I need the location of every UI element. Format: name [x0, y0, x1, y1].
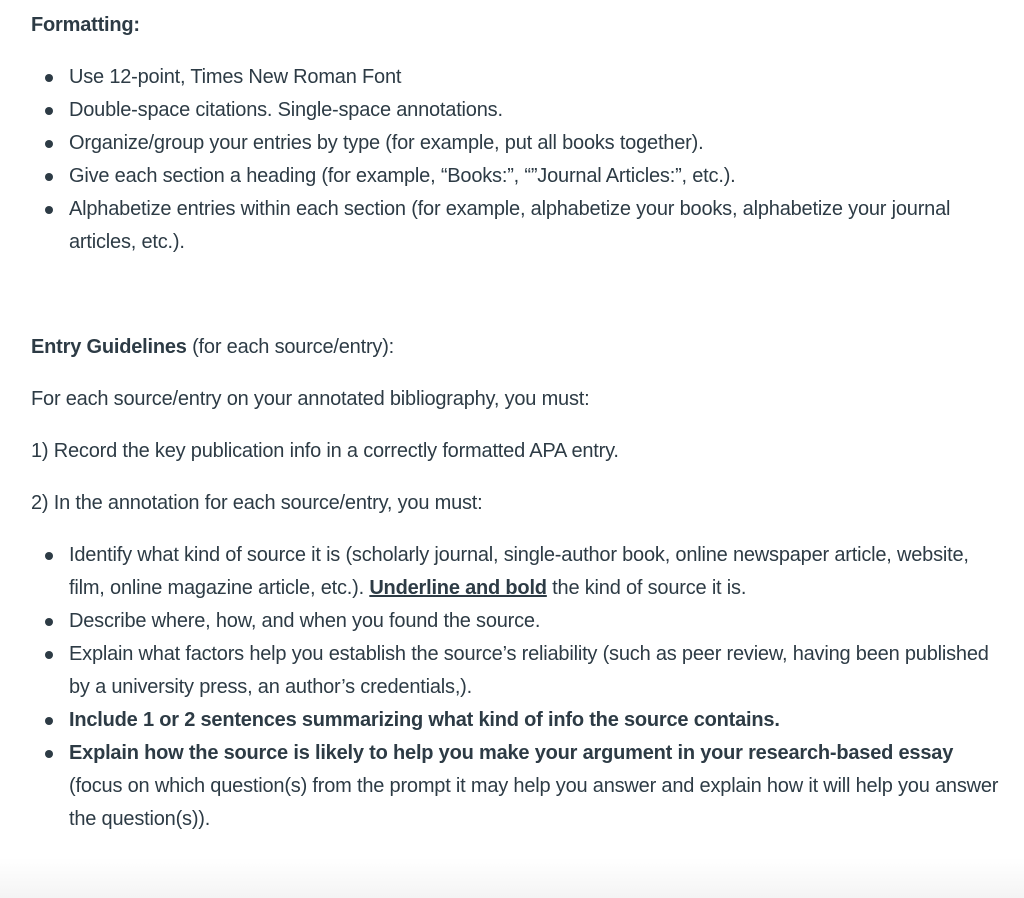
formatting-heading-text: Formatting: [31, 14, 140, 36]
annotation-item-1-text: Identify what kind of source it is (scholarly journal, single-author book, online newspaper article, website, film, online magazine article, etc.). [69, 544, 969, 599]
annotation-list [31, 539, 1006, 836]
annotation-item-5-bold: Explain how the source is likely to help you make your argument in your research-based essay [69, 742, 954, 764]
formatting-item: Give each section a heading (for example, “Books:”, “”Journal Articles:”, etc.). [31, 160, 1006, 193]
entry-heading-text: Entry Guidelines [31, 336, 187, 358]
annotation-item: Include 1 or 2 sentences summarizing what kind of info the source contains. [31, 704, 1006, 737]
annotation-item [31, 737, 1006, 836]
entry-intro: For each source/entry on your annotated bibliography, you must: [31, 388, 590, 410]
formatting-item: Double-space citations. Single-space annotations. [31, 94, 1006, 127]
entry-step-2: 2) In the annotation for each source/entry, you must: [31, 492, 483, 514]
underline-bold-emphasis: Underline and bold [369, 577, 547, 599]
entry-step-1: 1) Record the key publication info in a correctly formatted APA entry. [31, 440, 619, 462]
annotation-item [31, 539, 1006, 605]
annotation-item-1-tail: the kind of source it is. [546, 577, 747, 599]
entry-guidelines-heading [31, 331, 394, 364]
formatting-item: Organize/group your entries by type (for example, put all books together). [31, 127, 1006, 160]
footer-band [0, 858, 1024, 898]
annotation-item: Explain what factors help you establish the source’s reliability (such as peer review, having been published by a university press, an author’s credentials,). [31, 638, 1006, 704]
formatting-heading [31, 9, 140, 42]
formatting-list [31, 61, 1006, 259]
formatting-item: Use 12-point, Times New Roman Font [31, 61, 1006, 94]
entry-heading-suffix: (for each source/entry): [186, 336, 395, 358]
formatting-item: Alphabetize entries within each section (for example, alphabetize your books, alphabetize your journal articles, etc.). [31, 193, 999, 259]
annotation-item: Describe where, how, and when you found the source. [31, 605, 1006, 638]
annotation-item-5-rest: (focus on which question(s) from the prompt it may help you answer and explain how it will help you answer the question(s)). [69, 775, 999, 830]
